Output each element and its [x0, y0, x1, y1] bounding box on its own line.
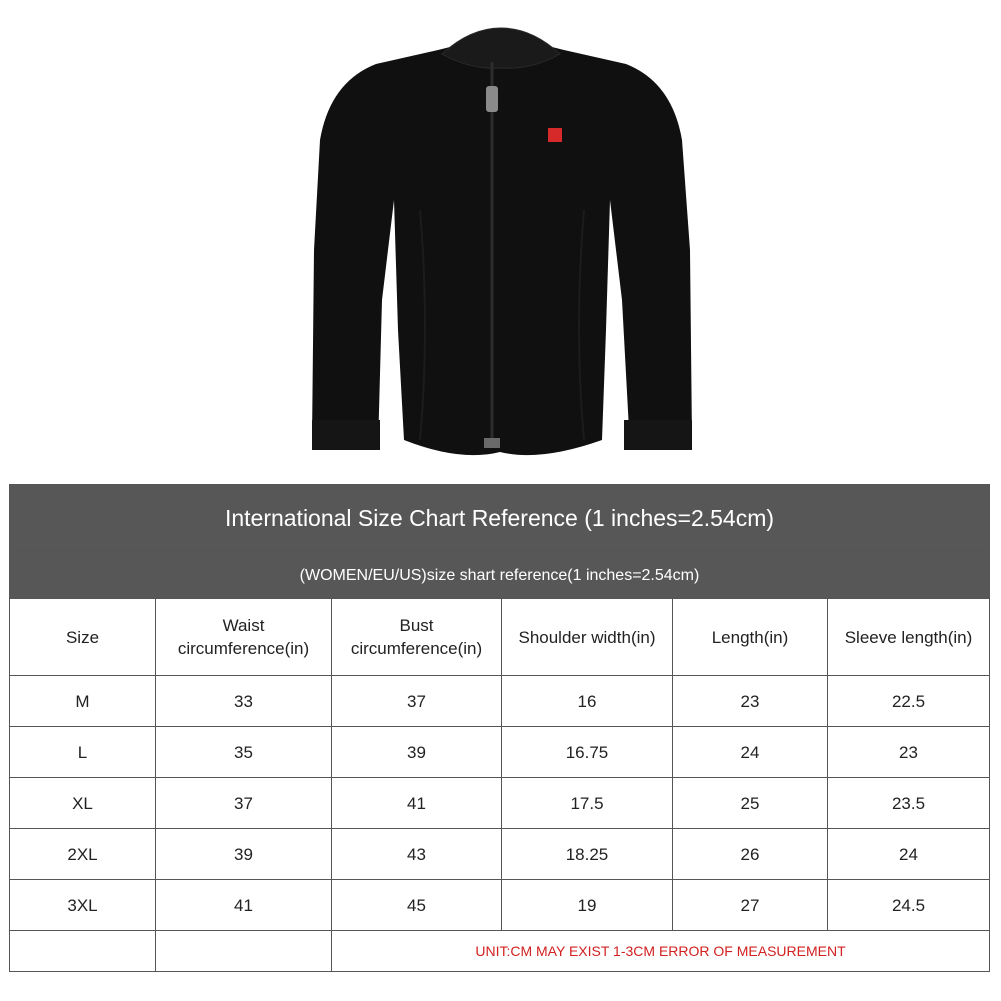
- jacket-body: [312, 40, 692, 455]
- table-row: [10, 676, 990, 727]
- table-cell: 39: [156, 829, 332, 880]
- table-cell: 27: [673, 880, 828, 931]
- table-row: [10, 778, 990, 829]
- column-header: Sleeve length(in): [828, 599, 990, 676]
- table-cell: 17.5: [502, 778, 673, 829]
- table-cell: 3XL: [10, 880, 156, 931]
- size-chart-subtitle: (WOMEN/EU/US)size shart reference(1 inches=2.54cm): [10, 552, 990, 599]
- table-cell: 45: [332, 880, 502, 931]
- table-cell: 41: [332, 778, 502, 829]
- right-cuff: [624, 420, 692, 450]
- table-cell: 25: [673, 778, 828, 829]
- table-row: [10, 727, 990, 778]
- jacket-collar: [442, 28, 560, 68]
- table-cell: 16: [502, 676, 673, 727]
- zipper-stop: [484, 438, 500, 448]
- empty-cell: [10, 931, 156, 972]
- table-cell: M: [10, 676, 156, 727]
- size-chart-table: [9, 484, 990, 972]
- table-cell: 35: [156, 727, 332, 778]
- header-row: [10, 599, 990, 676]
- table-cell: L: [10, 727, 156, 778]
- left-cuff: [312, 420, 380, 450]
- table-cell: 2XL: [10, 829, 156, 880]
- table-cell: 37: [332, 676, 502, 727]
- table-cell: 22.5: [828, 676, 990, 727]
- size-chart-title: International Size Chart Reference (1 inches=2.54cm): [10, 485, 990, 552]
- table-cell: 23.5: [828, 778, 990, 829]
- table-cell: 43: [332, 829, 502, 880]
- table-row: [10, 880, 990, 931]
- zipper-pull-icon: [486, 86, 498, 112]
- table-cell: 16.75: [502, 727, 673, 778]
- table-cell: 41: [156, 880, 332, 931]
- measurement-note: UNIT:CM MAY EXIST 1-3CM ERROR OF MEASUREMENT: [332, 931, 990, 972]
- table-cell: 26: [673, 829, 828, 880]
- column-header: Waist circumference(in): [156, 599, 332, 676]
- product-image: [0, 0, 1001, 470]
- note-row: [10, 931, 990, 972]
- column-header: Size: [10, 599, 156, 676]
- brand-badge-icon: [548, 128, 562, 142]
- table-cell: 39: [332, 727, 502, 778]
- empty-cell: [156, 931, 332, 972]
- table-cell: 23: [828, 727, 990, 778]
- table-cell: 37: [156, 778, 332, 829]
- table-cell: 18.25: [502, 829, 673, 880]
- column-header: Length(in): [673, 599, 828, 676]
- column-header: Bust circumference(in): [332, 599, 502, 676]
- table-cell: 19: [502, 880, 673, 931]
- table-cell: XL: [10, 778, 156, 829]
- column-header: Shoulder width(in): [502, 599, 673, 676]
- table-cell: 33: [156, 676, 332, 727]
- table-cell: 24: [828, 829, 990, 880]
- table-cell: 24.5: [828, 880, 990, 931]
- table-cell: 23: [673, 676, 828, 727]
- table-row: [10, 829, 990, 880]
- table-cell: 24: [673, 727, 828, 778]
